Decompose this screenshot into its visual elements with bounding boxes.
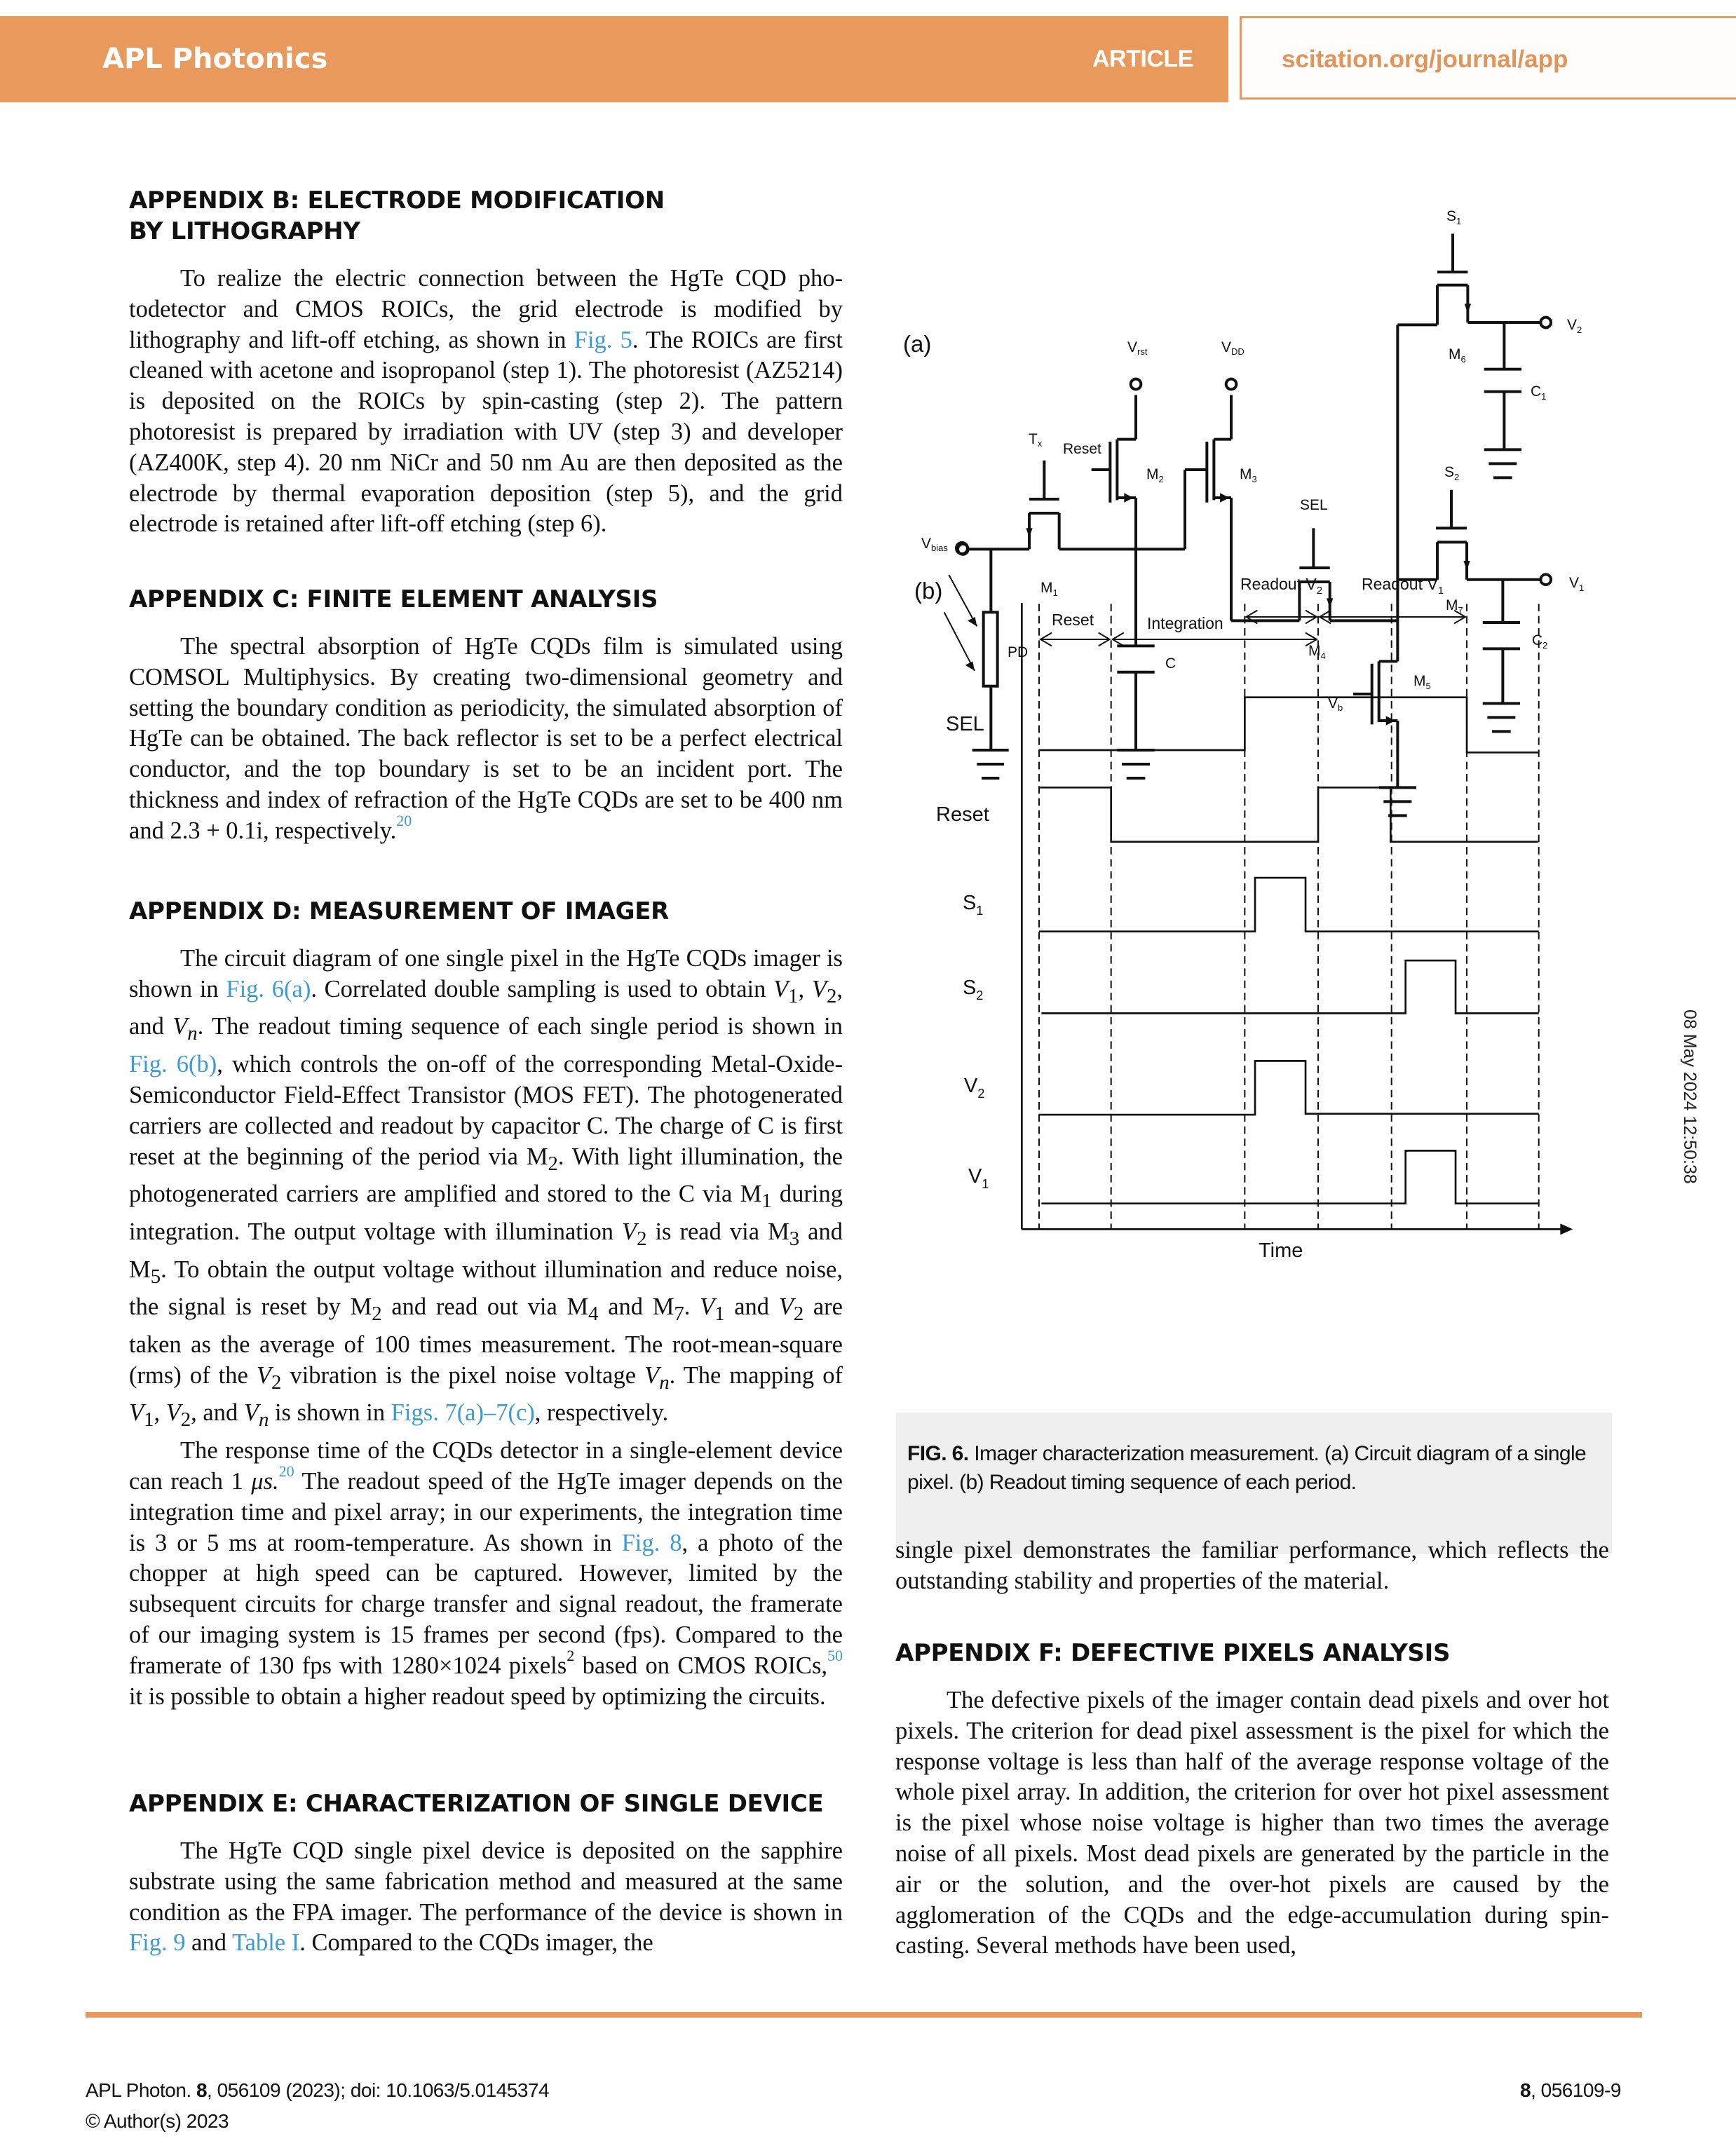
subscript: 1 — [788, 984, 799, 1007]
appendix-d-paragraph-2 — [129, 1436, 843, 1712]
subscript: 4 — [588, 1303, 599, 1326]
journal-title: APL Photonics — [102, 43, 328, 75]
var-v1: V — [773, 975, 789, 1002]
vrst-label: Vrst — [1127, 339, 1148, 357]
caption-text: Imager characterization measurement. (a) Circuit diagram of a single pixel. (b) Readout timing sequence of each period. — [907, 1442, 1587, 1494]
appendix-b-section — [129, 185, 843, 540]
vb-label: Vb — [1328, 695, 1343, 713]
text-run: , — [154, 1399, 166, 1427]
appendix-c-paragraph — [129, 632, 843, 847]
v1-signal-label: $V_1$ — [968, 1165, 989, 1191]
appendix-d-section — [129, 896, 843, 1712]
v1-waveform — [1041, 1150, 1538, 1203]
appendix-b-paragraph — [129, 264, 843, 540]
v2-output-label: $V_2$ — [1567, 317, 1582, 335]
s1-signal-label: $S_1$ — [963, 892, 984, 918]
v2-waveform — [1039, 1061, 1539, 1115]
subscript: 7 — [674, 1303, 684, 1326]
text-run: , which controls the on-off of the corresponding Metal-Oxide-Semiconductor Field-Effect Transistor (MOS FET). The photogenerated carriers are collected and readout by capacitor C. The charge of C is first reset at the beginning of the period via M — [129, 1051, 843, 1170]
appendix-b-heading — [129, 185, 843, 247]
article-type-label: ARTICLE — [1092, 46, 1193, 72]
var-vn: $V_n$ — [243, 1399, 269, 1432]
subscript: 5 — [150, 1265, 161, 1288]
panel-a-label: (a) — [903, 331, 932, 357]
reset-phase-label: Reset — [1052, 611, 1094, 629]
footer-citation — [86, 2079, 549, 2102]
m2-label: $M_2$ — [1146, 466, 1164, 484]
text-run: and M — [129, 1218, 843, 1283]
footer-copyright: © Author(s) 2023 — [86, 2110, 229, 2132]
vbias-label: Vbias — [921, 536, 948, 553]
appendix-e-continuation — [895, 1535, 1609, 1597]
text-run: , and — [191, 1399, 244, 1427]
doi-link[interactable]: , 056109 (2023); doi: 10.1063/5.0145374 — [207, 2079, 550, 2101]
subscript: 2 — [793, 1303, 804, 1326]
tx-label: Tx — [1029, 431, 1043, 449]
readout-v1-label: Readout $V_1$ — [1362, 575, 1444, 597]
fig5-link[interactable]: Fig. 5 — [574, 326, 632, 353]
sel-gate-label: SEL — [1300, 497, 1328, 513]
appendix-d-paragraph-1 — [129, 944, 843, 1436]
reset-waveform — [1039, 787, 1538, 841]
subscript: 2 — [180, 1408, 191, 1432]
appendix-f-heading: APPENDIX F: DEFECTIVE PIXELS ANALYSIS — [895, 1639, 1451, 1667]
subscript: 2 — [271, 1371, 282, 1394]
integration-phase-label: Integration — [1147, 614, 1223, 632]
sel-signal-label: SEL — [946, 713, 984, 735]
text-run: . Correlated double sampling is used to obtain — [311, 975, 774, 1002]
ref-50-link[interactable]: 50 — [827, 1646, 843, 1664]
fig8-link[interactable]: Fig. 8 — [621, 1529, 682, 1556]
appendix-c-section — [129, 584, 843, 847]
capacitor-c-label: C — [1165, 655, 1176, 672]
m7-label: $M_7$ — [1446, 597, 1463, 616]
appendix-e-heading: APPENDIX E: CHARACTERIZATION OF SINGLE DEVICE — [129, 1790, 824, 1818]
panel-b-label: (b) — [914, 578, 943, 604]
c1-label: $C_1$ — [1531, 383, 1547, 402]
var-v2: V — [811, 975, 827, 1002]
text-run: . — [684, 1293, 700, 1321]
var-vn: $V_n$ — [644, 1361, 670, 1394]
text-run: based on CMOS ROICs, — [574, 1652, 827, 1679]
appendix-e-section — [129, 1788, 843, 1959]
var-v1: V — [700, 1293, 715, 1321]
text-run: APL Photon. — [86, 2079, 196, 2101]
var-v2: V — [165, 1399, 181, 1427]
text-run: . To obtain the output voltage without illumination and reduce noise, the signal is reset by M — [129, 1256, 843, 1321]
text-run: . The mapping of — [669, 1361, 843, 1389]
timing-diagram — [883, 547, 1613, 1388]
appendix-c-heading: APPENDIX C: FINITE ELEMENT ANALYSIS — [129, 585, 658, 613]
unit-microseconds: μs. — [251, 1467, 279, 1495]
subscript: 3 — [789, 1227, 800, 1250]
m5-label: $M_5$ — [1413, 673, 1431, 691]
subscript: 2 — [372, 1303, 382, 1326]
appendix-f-paragraph: The defective pixels of the imager contain dead pixels and over hot pixels. The criterion for dead pixel assessment is the pixel for which the response voltage is less than half of the average response voltage of the whole pixel array. In addition, the criterion for over hot pixel assessment is the pixel whose noise voltage is higher than two times the average noise of all pixels. Most dead pixels are generated by the particle in the air or the solution, and the over-hot pixels are caused by the agglomeration of the CQDs and the edge-accumulation during spin-casting. Several methods have been used, — [895, 1687, 1609, 1959]
text-run: . The readout timing sequence of each single period is shown in — [197, 1013, 843, 1040]
appendix-d-heading: APPENDIX D: MEASUREMENT OF IMAGER — [129, 897, 670, 925]
superscript: 2 — [567, 1646, 575, 1664]
figure-6-caption — [896, 1413, 1612, 1554]
m1-label: $M_1$ — [1040, 580, 1058, 598]
appendix-b-heading-line2: BY LITHOGRAPHY — [129, 217, 360, 245]
text-run: during integration. The output voltage with illumination — [129, 1181, 843, 1245]
page-id: , 056109-9 — [1531, 2079, 1621, 2101]
m6-label: $M_6$ — [1449, 346, 1466, 365]
text-run: , and — [129, 975, 843, 1040]
var-v2: V — [621, 1218, 637, 1245]
fig6b-link[interactable]: Fig. 6(b) — [129, 1051, 217, 1078]
appendix-b-heading-line1: APPENDIX B: ELECTRODE MODIFICATION — [129, 186, 665, 215]
subscript: 2 — [826, 984, 837, 1007]
text-run: The response time of the CQDs detector in a single-element device can reach 1 — [129, 1437, 843, 1495]
appendix-e-paragraph — [129, 1836, 843, 1959]
v2-signal-label: $V_2$ — [964, 1075, 985, 1101]
footer-page-number — [1520, 2079, 1621, 2102]
download-timestamp: 08 May 2024 12:50:38 — [1680, 1010, 1700, 1184]
s1-gate-label: $S_1$ — [1446, 208, 1462, 226]
table1-link[interactable]: Table I — [231, 1929, 300, 1957]
var-v2: V — [778, 1293, 794, 1321]
text-run: The circuit diagram of one single pixel in the HgTe CQDs imager is shown in — [129, 945, 843, 1002]
fig7-link[interactable]: Figs. 7(a)–7(c) — [391, 1399, 535, 1427]
text-run: . The ROICs are first cleaned with acetone and isopropanol (step 1). The photoresist (AZ5214) is deposited on the ROICs by spin-casting (step 2). The pattern photoresist is prepared by irradiation with UV (step 3) and developer (AZ400K, step 4). 20 nm NiCr and 50 nm Au are then deposited as the electrode by thermal evaporation deposition (step 5), and the grid electrode is retained after lift-off etching (step 6). — [129, 326, 843, 538]
subscript: 2 — [637, 1227, 647, 1250]
text-run: vibration is the pixel noise voltage — [281, 1361, 645, 1389]
s1-waveform — [1039, 878, 1539, 932]
text-run: it is possible to obtain a higher readout speed by optimizing the circuits. — [129, 1683, 826, 1710]
ref-20-link[interactable]: 20 — [396, 811, 412, 829]
readout-v2-label: Readout $V_2$ — [1240, 575, 1323, 597]
text-run: and M — [598, 1293, 674, 1321]
fig9-link[interactable]: Fig. 9 — [129, 1929, 186, 1957]
citation-volume: 8 — [196, 2079, 208, 2101]
var-vn: $V_n$ — [172, 1013, 198, 1045]
appendix-f-section — [895, 1638, 1609, 1962]
time-axis-label: Time — [1259, 1239, 1303, 1262]
fig6a-link[interactable]: Fig. 6(a) — [226, 975, 311, 1002]
text-run: , a photo of the chopper at high speed can be captured. However, limited by the subsequent circuits for charge transfer and signal readout, the framerate of our imaging system is 15 frames per second (fps). Compared to the framerate of 130 fps with 1280×1024 pixels — [129, 1529, 843, 1679]
text-run: , — [798, 975, 812, 1002]
text-run: and read out via M — [381, 1293, 589, 1321]
v1-output-label: $V_1$ — [1569, 575, 1585, 593]
text-run: is read via M — [646, 1218, 789, 1245]
m3-label: $M_3$ — [1240, 466, 1257, 484]
text-run: . With light illumination, the photogenerated carriers are amplified and stored to the C via M — [129, 1143, 843, 1208]
text-run: The spectral absorption of HgTe CQDs film is simulated using COMSOL Multiphysics. By creating two-dimensional geometry and setting the boundary condition as periodicity, the simulated absorption of HgTe can be obtained. The back reflector is set to be a perfect electrical conductor, and the top boundary is set to be an incident port. The thickness and index of refraction of the HgTe CQDs are set to be 400 nm and 2.3 + 0.1i, respectively. — [129, 633, 843, 844]
subscript: 1 — [144, 1408, 154, 1432]
text-run: The readout speed of the HgTe imager depends on the integration time and pixel array; in our experiments, the integration time is 3 or 5 ms at room-temperature. As shown in — [129, 1467, 843, 1556]
page-volume: 8 — [1520, 2079, 1531, 2101]
text-run: are taken as the average of 100 times measurement. The root-mean-square (rms) of the — [129, 1293, 843, 1389]
m4-label: $M_4$ — [1308, 643, 1326, 661]
ref-20-link[interactable]: 20 — [278, 1462, 294, 1480]
text-run: and — [185, 1929, 232, 1957]
subscript: 1 — [761, 1190, 772, 1213]
c2-label: $C_2$ — [1532, 632, 1548, 651]
subscript: 1 — [714, 1303, 725, 1326]
journal-url-link[interactable]: scitation.org/journal/app — [1282, 46, 1568, 73]
s2-gate-label: $S_2$ — [1444, 464, 1460, 482]
var-v2: V — [256, 1361, 271, 1389]
text-run: and — [724, 1293, 779, 1321]
s2-signal-label: $S_2$ — [963, 977, 984, 1002]
text-run: To realize the electric connection between the HgTe CQD photodetector and CMOS ROICs, the grid electrode is modified by lithography and lift-off etching, as shown in — [129, 265, 843, 353]
caption-label: FIG. 6. — [907, 1442, 969, 1465]
reset-gate-label: Reset — [1063, 441, 1101, 457]
sel-waveform — [1039, 698, 1539, 753]
footer-rule — [86, 2012, 1642, 2018]
pd-label: PD — [1008, 644, 1029, 660]
s2-waveform — [1041, 960, 1538, 1013]
text-run: The HgTe CQD single pixel device is deposited on the sapphire substrate using the same fabrication method and measured at the same condition as the FPA imager. The performance of the device is shown in — [129, 1837, 843, 1926]
subscript: 2 — [548, 1152, 558, 1175]
appendix-e-continuation-text: single pixel demonstrates the familiar performance, which reflects the outstanding stability and properties of the material. — [895, 1537, 1609, 1594]
text-run: , respectively. — [534, 1399, 669, 1427]
vdd-label: VDD — [1221, 339, 1245, 357]
text-run: is shown in — [269, 1399, 391, 1427]
text-run: . Compared to the CQDs imager, the — [299, 1929, 653, 1957]
reset-signal-label: Reset — [936, 803, 989, 826]
var-v1: V — [129, 1399, 144, 1427]
